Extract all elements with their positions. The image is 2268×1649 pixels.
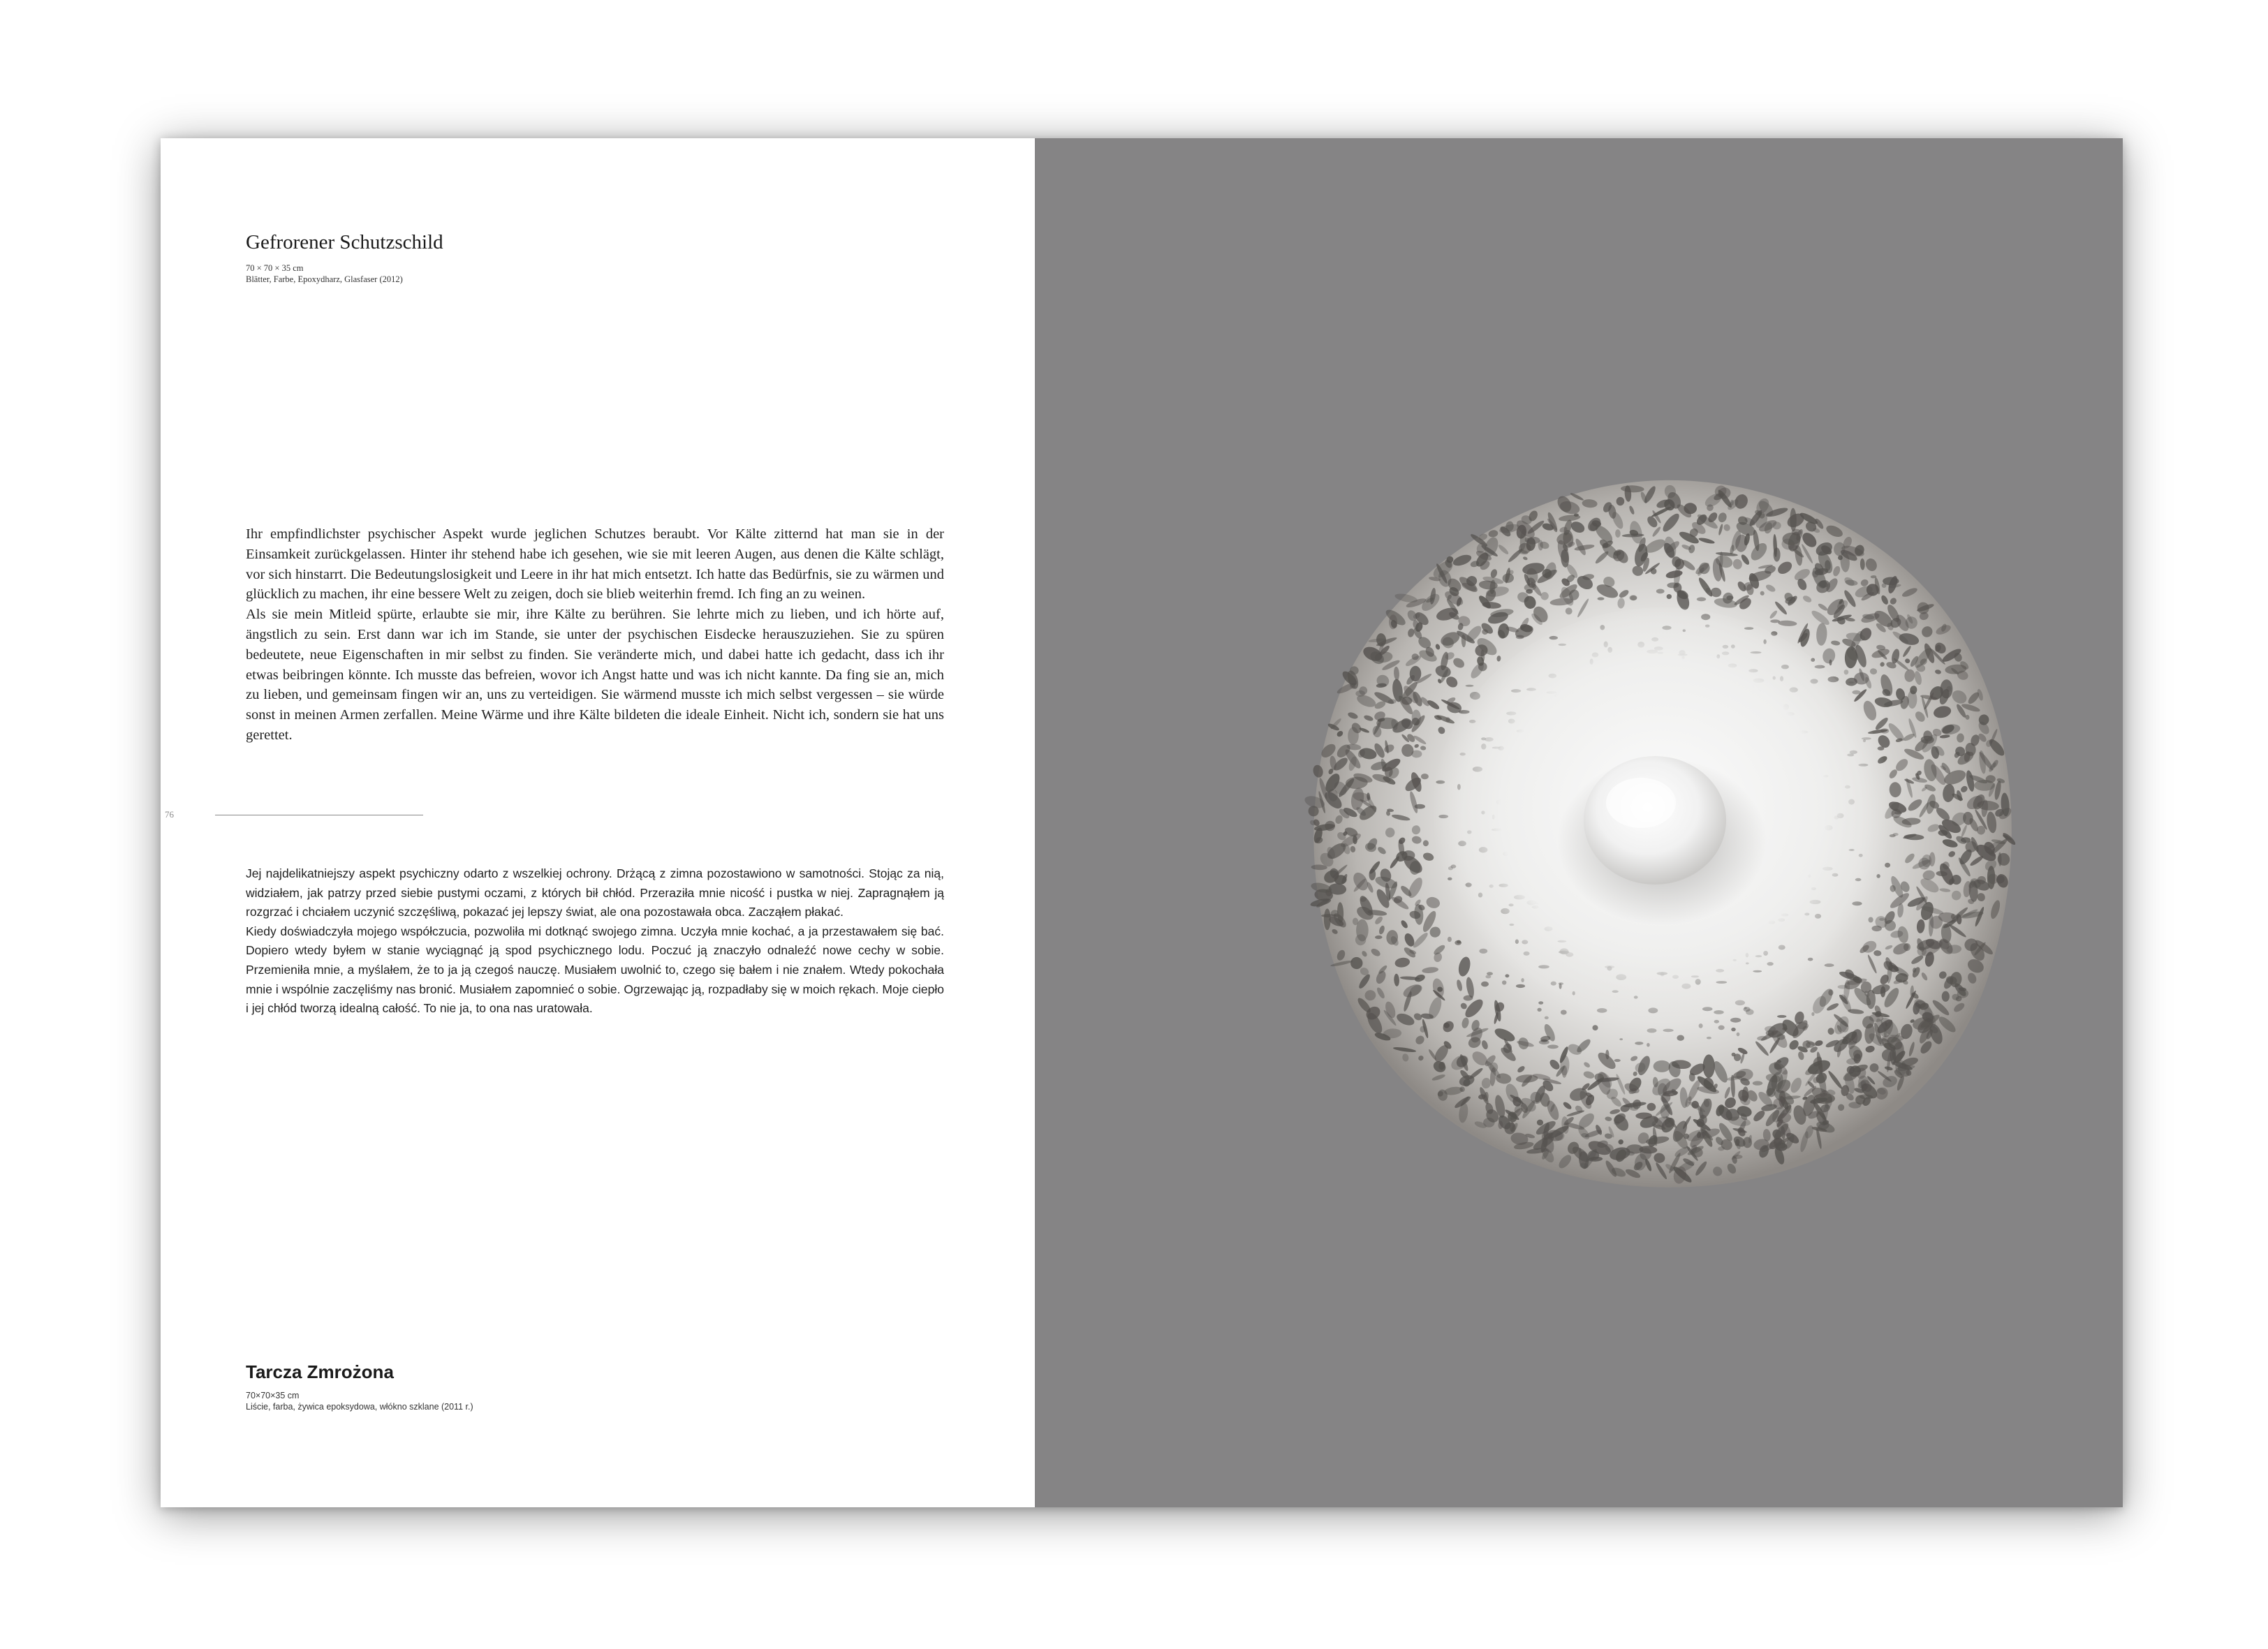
texture-fleck [1677, 1035, 1684, 1041]
texture-fleck [1647, 1028, 1657, 1033]
texture-fleck [1545, 1016, 1549, 1019]
texture-fleck [1829, 660, 1832, 666]
texture-fleck [1487, 972, 1493, 975]
texture-fleck [1733, 1155, 1743, 1159]
texture-fleck [1869, 917, 1873, 923]
texture-fleck [1770, 619, 1780, 623]
texture-fleck [1737, 1033, 1740, 1036]
texture-fleck [1718, 1026, 1725, 1030]
texture-fleck [1828, 989, 1833, 996]
polish-paragraph: Kiedy doświadczyła mojego współczucia, pozwoliła mi dotknąć swojego zimna. Uczyła mnie kochać, a ja przestawałem się bać. Dopiero wtedy byłem w stanie wyciągnąć ją spod psychicznego lodu. Poczuć ją znaczyło odnaleźć nowe cechy w sobie. Przemieniła mnie, a myślałem, że to ja ją czegoś nauczę. Musiałem uwolnić to, czego się bałem i nie znałem. Wtedy pokochała mnie i wspólnie zaczęliśmy nas bronić. Musiałem zapomnieć o sobie. Ogrzewając ją, rozpadłaby się w moich rękach. Moje ciepło i jej chłód tworzą idealną całość. To nie ja, to ona nas uratowała. [246, 924, 944, 1016]
texture-fleck [1619, 1038, 1623, 1040]
texture-fleck [1656, 589, 1665, 594]
texture-fleck [1485, 975, 1491, 979]
texture-fleck [1774, 547, 1781, 561]
texture-fleck [1731, 1028, 1736, 1031]
texture-fleck [1647, 1043, 1650, 1047]
german-materials: Blätter, Farbe, Epoxydharz, Glasfaser (2012) [246, 274, 403, 284]
texture-fleck [1592, 1025, 1598, 1030]
texture-fleck [1481, 982, 1489, 987]
texture-fleck [1894, 812, 1902, 815]
texture-fleck [1448, 937, 1452, 942]
texture-fleck [1538, 1001, 1543, 1005]
texture-fleck [1505, 974, 1509, 977]
german-dimensions: 70 × 70 × 35 cm [246, 263, 304, 273]
texture-fleck [1635, 1042, 1643, 1045]
texture-fleck [1672, 1065, 1679, 1067]
frozen-shield-sculpture-icon [1299, 468, 2025, 1194]
page-number: 76 [165, 809, 174, 820]
left-page [161, 138, 1035, 1507]
texture-fleck [1697, 597, 1706, 601]
texture-fleck [1699, 1023, 1703, 1028]
texture-fleck [1765, 1026, 1776, 1033]
texture-fleck [1547, 1044, 1559, 1049]
polish-dimensions: 70×70×35 cm [246, 1391, 300, 1400]
texture-fleck [1872, 926, 1882, 931]
texture-fleck [1654, 1060, 1671, 1072]
texture-fleck [1516, 984, 1525, 988]
texture-fleck [1455, 940, 1461, 945]
german-paragraph: Ihr empfindlichster psychischer Aspekt wurde jeglichen Schutzes beraubt. Vor Kälte zitternd hat man sie in der Einsamkeit zurückgelassen. Hinter ihr stehend habe ich gesehen, wie sie mit leeren Augen, aus denen die Kälte schlägt, vor sich hinstarrt. Die Bedeutungslosigkeit und Leere in ihr hat mich entsetzt. Ich hatte das Bedürfnis, sie zu wärmen und glücklich zu machen, ihr eine bessere Welt zu zeigen, doch sie blieb weiterhin fremd. Ich fing an zu weinen. [246, 526, 944, 602]
texture-fleck [1776, 1034, 1785, 1040]
texture-fleck [1415, 804, 1425, 809]
texture-fleck [1324, 909, 1331, 931]
texture-fleck [1893, 833, 1899, 836]
texture-fleck [1848, 681, 1854, 683]
texture-fleck [1629, 595, 1637, 600]
texture-fleck [1908, 690, 1917, 709]
texture-fleck [1844, 670, 1849, 674]
polish-title: Tarcza Zmrożona [246, 1361, 394, 1382]
texture-fleck [1782, 1027, 1788, 1030]
texture-fleck [1356, 919, 1369, 942]
right-page-photo [1035, 138, 2123, 1507]
texture-fleck [1445, 717, 1450, 722]
german-title: Gefrorener Schutzschild [246, 231, 443, 253]
texture-fleck [1879, 918, 1885, 921]
texture-fleck [1880, 728, 1889, 733]
texture-fleck [1539, 1040, 1549, 1045]
texture-fleck [1663, 1029, 1674, 1033]
texture-fleck [1732, 1053, 1736, 1057]
polish-caption [246, 1390, 473, 1412]
texture-fleck [1942, 991, 1950, 1002]
texture-fleck [1538, 1008, 1542, 1012]
texture-fleck [1561, 1010, 1567, 1015]
texture-fleck [1730, 1018, 1741, 1023]
texture-fleck [1614, 1059, 1621, 1062]
texture-fleck [1502, 980, 1506, 984]
shield-boss-highlight [1606, 778, 1676, 828]
book-spread [161, 138, 2123, 1507]
texture-fleck [1753, 1081, 1762, 1085]
texture-fleck [1838, 985, 1848, 989]
texture-fleck [1825, 963, 1834, 967]
german-body-text [246, 524, 944, 746]
german-paragraph: Als sie mein Mitleid spürte, erlaubte sie mir, ihre Kälte zu berühren. Sie lehrte mich zu lieben, und ich hörte auf, ängstlich zu sein. Erst dann war ich im Stande, sie unter der psychischen Eisdecke herauszuziehen. Sie zu spüren bedeutete, neue Eigenschaften in mir selbst zu finden. Sie veränderte mich, und dabei hatte ich gedacht, dass ich ihr etwas beibringen könnte. Ich musste das befreien, wovor ich Angst hatte und was ich nicht kannte. Da fing sie an, mich zu lieben, und gemeinsam fingen wir an, uns zu verteidigen. Sie wärmend musste ich mich selbst vergessen – sie würde sonst in meinen Armen zerfallen. Meine Wärme und ihre Kälte bildeten die ideale Einheit. Nicht ich, sondern sie hat uns gerettet. [246, 607, 944, 743]
texture-fleck [1498, 1121, 1503, 1129]
texture-fleck [1987, 866, 1995, 889]
texture-fleck [1598, 597, 1605, 600]
texture-fleck [1466, 685, 1474, 687]
texture-fleck [1421, 774, 1429, 779]
texture-fleck [1811, 1012, 1814, 1016]
polish-paragraph: Jej najdelikatniejszy aspekt psychiczny odarto z wszelkiej ochrony. Drżącą z zimna pozostawiono w samotności. Stojąc za nią, widziałem, jak patrzy przed siebie pustymi oczami, z których bił chłód. Przeraziła mnie nicość i pustka w niej. Zapragnąłem ją rozgrzać i chciałem uczynić szczęśliwą, pokazać jej lepszy świat, ale ona pozostawała obca. Zacząłem płakać. [246, 866, 944, 919]
texture-fleck [1974, 780, 1995, 791]
texture-fleck [1423, 840, 1429, 846]
texture-fleck [1516, 635, 1524, 639]
texture-fleck [1777, 1015, 1786, 1018]
german-caption [246, 262, 403, 285]
texture-fleck [1707, 1037, 1711, 1040]
texture-fleck [1614, 1121, 1620, 1125]
texture-fleck [1853, 690, 1861, 695]
polish-materials: Liście, farba, żywica epoksydowa, włókno szklane (2011 r.) [246, 1402, 473, 1412]
polish-body-text [246, 864, 944, 1019]
